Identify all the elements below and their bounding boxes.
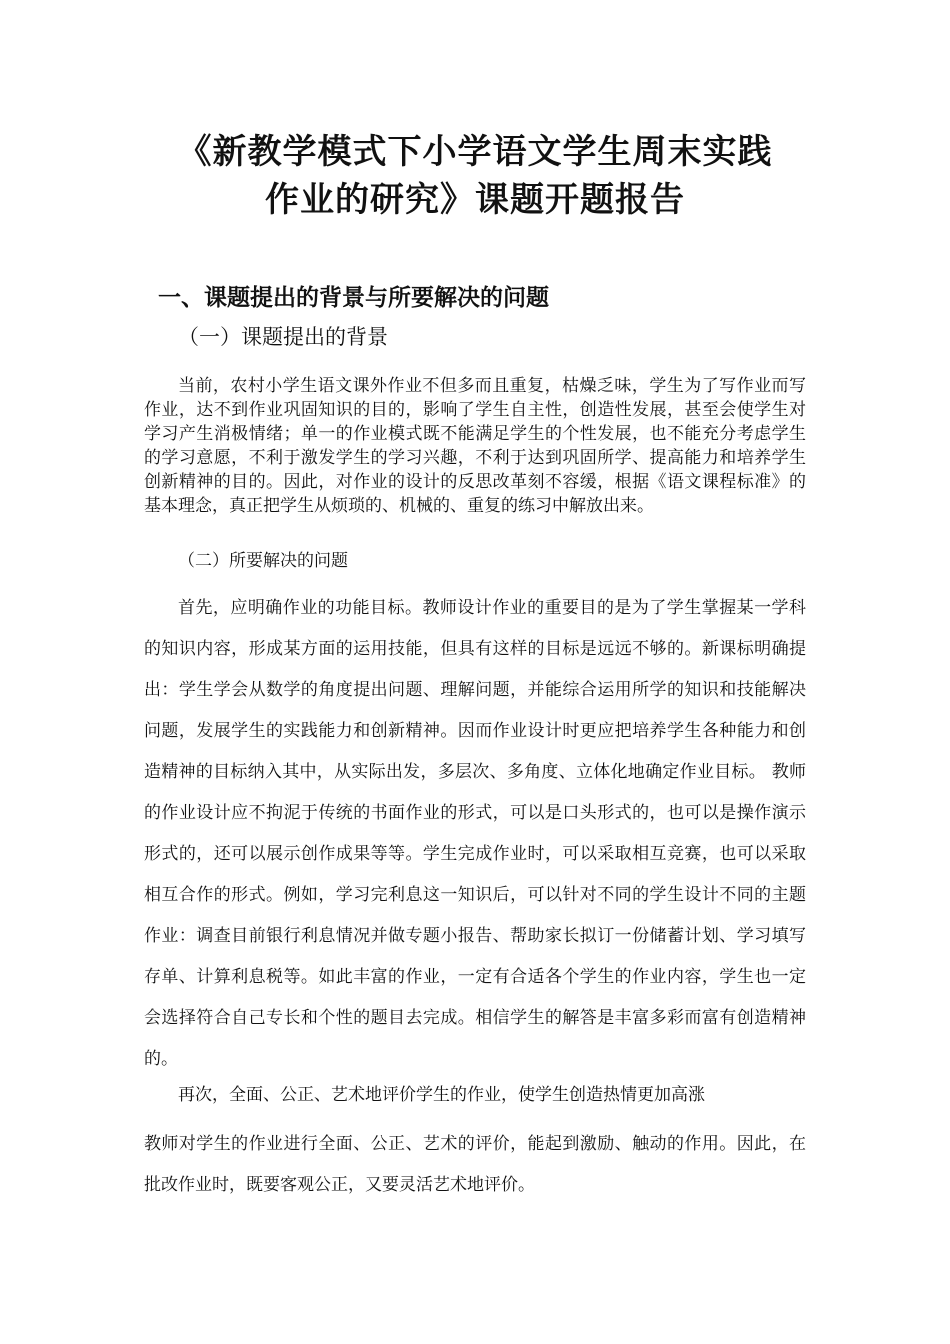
subsection1-heading: （一）课题提出的背景	[178, 325, 388, 349]
paragraph-evaluation-heading: 再次，全面、公正、艺术地评价学生的作业，使学生创造热情更加高涨	[178, 1085, 705, 1105]
paragraph-evaluation: 教师对学生的作业进行全面、公正、艺术的评价，能起到激励、触动的作用。因此，在批改作业时，既要客观公正，又要灵活艺术地评价。	[144, 1134, 806, 1195]
document-title-line2: 作业的研究》课题开题报告	[265, 180, 685, 220]
document-title-line1: 《新教学模式下小学语文学生周末实践	[177, 132, 773, 172]
paragraph-problems: 首先，应明确作业的功能目标。教师设计作业的重要目的是为了学生掌握某一学科的知识内容，形成某方面的运用技能，但具有这样的目标是远远不够的。新课标明确提出：学生学会从数学的角度提出问题、理解问题，并能综合运用所学的知识和技能解决问题，发展学生的实践能力和创新精神。因而作业设计时更应把培养学生各种能力和创造精神的目标纳入其中，从实际出发，多层次、多角度、立体化地确定作业目标。 教师的作业设计应不拘泥于传统的书面作业的形式，可以是口头形式的，也可以是操作演示形式的，还可以展示创作成果等等。学生完成作业时，可以采取相互竞赛，也可以采取相互合作的形式。例如，学习完利息这一知识后，可以针对不同的学生设计不同的主题作业：调查目前银行利息情况并做专题小报告、帮助家长拟订一份储蓄计划、学习填写存单、计算利息税等。如此丰富的作业，一定有合适各个学生的作业内容，学生也一定会选择符合自己专长和个性的题目去完成。相信学生的解答是丰富多彩而富有创造精神的。	[144, 598, 806, 1069]
paragraph-background: 当前，农村小学生语文课外作业不但多而且重复，枯燥乏味，学生为了写作业而写作业，达不到作业巩固知识的目的，影响了学生自主性，创造性发展，甚至会使学生对学习产生消极情绪；单一的作业模式既不能满足学生的个性发展，也不能充分考虑学生的学习意愿，不利于激发学生的学习兴趣，不利于达到巩固所学、提高能力和培养学生创新精神的目的。因此，对作业的设计的反思改革刻不容缓，根据《语文课程标准》的基本理念，真正把学生从烦琐的、机械的、重复的练习中解放出来。	[144, 376, 806, 516]
subsection2-heading: （二）所要解决的问题	[178, 551, 348, 571]
section1-heading: 一、课题提出的背景与所要解决的问题	[158, 285, 549, 311]
